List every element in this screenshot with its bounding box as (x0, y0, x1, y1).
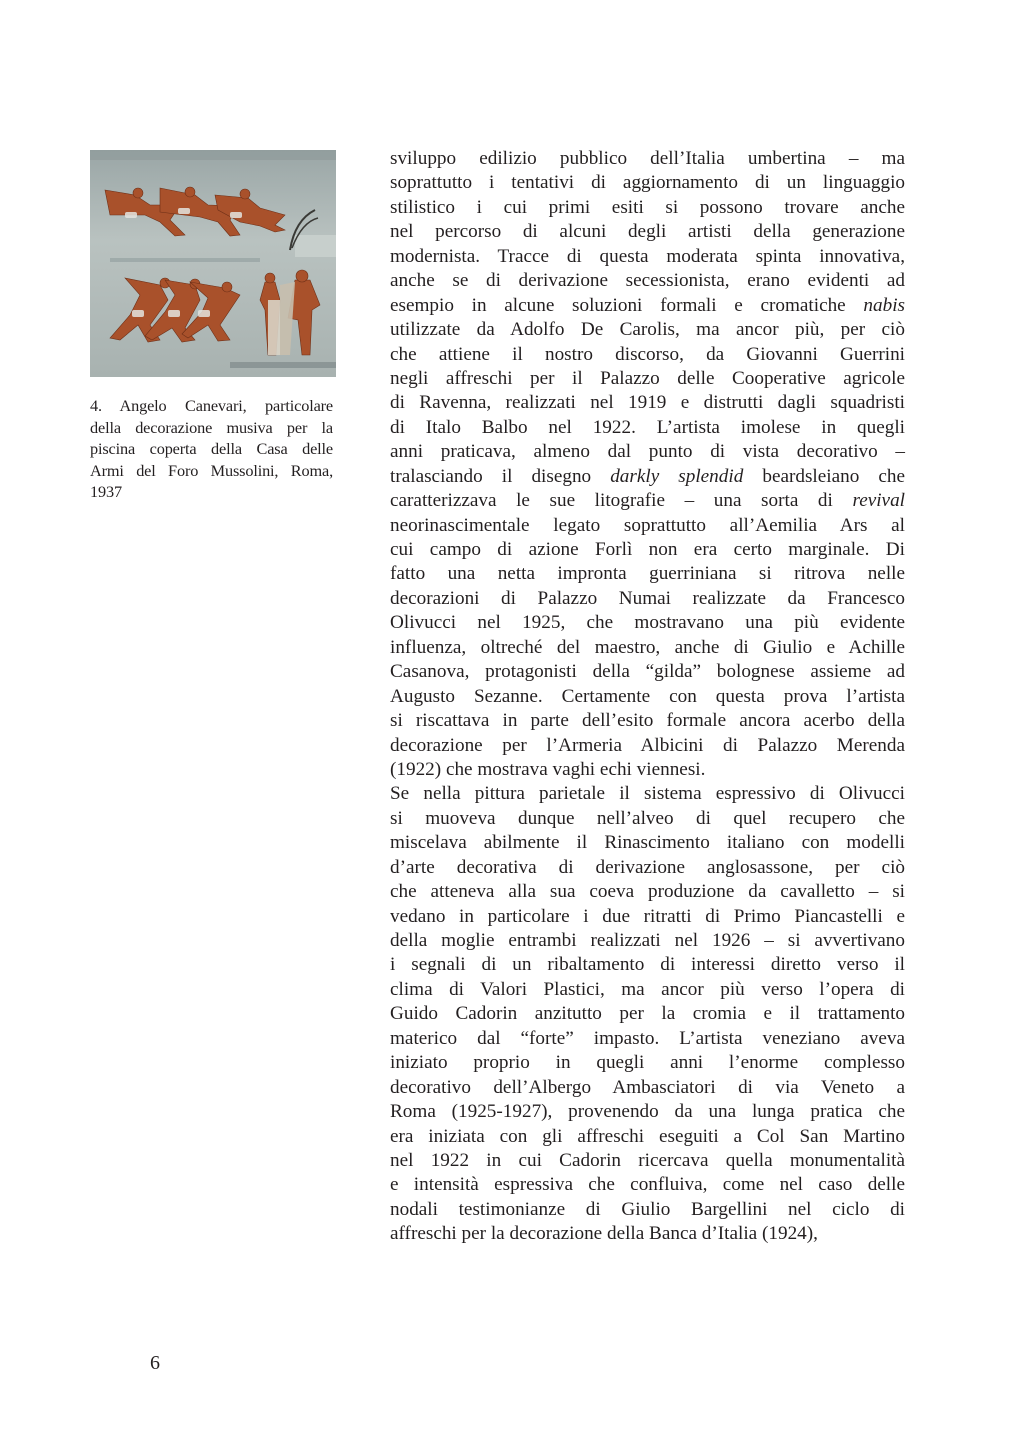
text-segment: modernista. Tracce di questa moderata spinta innovativa, (390, 245, 905, 267)
text-segment: della moglie entrambi realizzati nel 1926 – si avvertivano (390, 930, 905, 951)
text-segment: Guido Cadorin anzitutto per la cromia e il trattamento (390, 1003, 905, 1025)
caption-line: 1937 (90, 482, 122, 502)
text-segment: cui campo di azione Forlì non era certo marginale. Di (390, 539, 905, 560)
body-text-line (390, 1051, 905, 1075)
text-segment: materico dal “forte” impasto. L’artista veneziano aveva (390, 1027, 905, 1049)
body-text-line (390, 367, 905, 391)
italic-term: nabis (863, 294, 905, 316)
text-segment: Roma (1925-1927), provenendo da una lunga pratica che (390, 1101, 905, 1123)
text-segment: decorativo dell’Albergo Ambasciatori di via Veneto a (390, 1076, 905, 1098)
text-segment: di Italo Balbo nel 1922. L’artista imolese in quegli (390, 416, 905, 438)
text-segment: tralasciando il disegno (390, 465, 611, 487)
text-segment: che attiene il nostro discorso, da Giovanni Guerrini (390, 343, 905, 365)
text-segment: nel percorso di alcuni degli artisti della generazione (390, 221, 905, 243)
body-text-line (390, 880, 905, 904)
text-segment: soprattutto i tentativi di aggiornamento di un linguaggio (390, 172, 905, 194)
text-segment: clima di Valori Plastici, ma ancor più verso l’opera di (390, 978, 905, 1000)
caption-line: piscina coperta della Casa delle (90, 439, 333, 459)
text-segment: caratterizzava le sue litografie – una sorta di (390, 490, 853, 512)
text-segment: affreschi per la decorazione della Banca d’Italia (1924), (390, 1223, 818, 1245)
figure-caption (90, 395, 333, 503)
text-segment: fatto una netta impronta guerriniana si ritrova nelle (390, 563, 905, 585)
text-segment: decorazioni di Palazzo Numai realizzate da Francesco (390, 587, 905, 609)
body-text-line (390, 538, 905, 562)
body-text-line (390, 416, 905, 440)
text-segment: anche se di derivazione secessionista, erano evidenti ad (390, 270, 905, 292)
body-text-line (390, 147, 905, 171)
text-segment: Casanova, protagonisti della “gilda” bolognese assieme ad (390, 661, 905, 683)
caption-line: della decorazione musiva per la (90, 417, 333, 437)
text-segment: utilizzate da Adolfo De Carolis, ma ancor più, per ciò (390, 319, 905, 341)
text-segment: iniziato proprio in quegli anni l’enorme complesso (390, 1052, 905, 1074)
body-text-line (390, 489, 905, 513)
body-text-line (390, 978, 905, 1002)
text-segment: vedano in particolare i due ritratti di Primo Piancastelli e (390, 905, 905, 927)
body-text-line (390, 856, 905, 880)
body-text-line (390, 758, 905, 782)
body-text-line (390, 245, 905, 269)
italic-term: revival (852, 490, 905, 512)
text-segment: (1922) che mostrava vaghi echi viennesi. (390, 758, 706, 780)
body-text-line (390, 196, 905, 220)
body-text-line (390, 294, 905, 318)
text-segment: di Ravenna, realizzati nel 1919 e distrutti dagli squadristi (390, 392, 905, 414)
body-text-line (390, 929, 905, 953)
body-text-line (390, 1002, 905, 1026)
body-text-line (390, 562, 905, 586)
body-text-line (390, 514, 905, 538)
body-text-line (390, 611, 905, 635)
body-text-line (390, 465, 905, 489)
body-text-line (390, 220, 905, 244)
text-segment: che atteneva alla sua coeva produzione da cavalletto – si (390, 881, 905, 903)
body-text-line (390, 831, 905, 855)
body-text-line (390, 587, 905, 611)
body-text-line (390, 660, 905, 684)
body-text-line (390, 1100, 905, 1124)
body-text-line (390, 1149, 905, 1173)
text-segment: negli affreschi per il Palazzo delle Cooperative agricole (390, 367, 905, 389)
text-segment: beardsleiano che (743, 465, 905, 487)
body-text-line (390, 171, 905, 195)
body-text-line (390, 905, 905, 929)
text-segment: nel 1922 in cui Cadorin ricercava quella monumentalità (390, 1149, 905, 1171)
text-segment: anni praticava, almeno dal punto di vista decorativo – (390, 441, 905, 463)
body-text-line (390, 636, 905, 660)
body-text-line (390, 269, 905, 293)
body-text-line (390, 391, 905, 415)
text-segment: i segnali di un ribaltamento di interessi diretto verso il (390, 954, 905, 976)
body-text-line (390, 1027, 905, 1051)
text-segment: Augusto Sezanne. Certamente con questa prova l’artista (390, 685, 905, 707)
caption-line: 4. Angelo Canevari, particolare (90, 396, 333, 415)
page-number: 6 (150, 1352, 160, 1374)
text-segment: influenza, oltreché del maestro, anche di Giulio e Achille (390, 636, 905, 658)
body-text-column (390, 147, 905, 1247)
text-segment: Se nella pittura parietale il sistema espressivo di Olivucci (390, 783, 905, 805)
body-text-line (390, 1198, 905, 1222)
text-segment: d’arte decorativa di derivazione anglosassone, per ciò (390, 856, 905, 878)
body-text-line (390, 734, 905, 758)
italic-term: darkly splendid (610, 465, 744, 487)
mural-figure-image (90, 150, 336, 377)
body-text-line (390, 1125, 905, 1149)
text-segment: esempio in alcune soluzioni formali e cromatiche (390, 294, 864, 316)
body-text-line (390, 318, 905, 342)
text-segment: si riscattava in parte dell’esito formale ancora acerbo della (390, 710, 905, 732)
body-text-line (390, 709, 905, 733)
body-text-line (390, 807, 905, 831)
text-segment: decorazione per l’Armeria Albicini di Palazzo Merenda (390, 734, 905, 756)
body-text-line (390, 685, 905, 709)
text-segment: neorinascimentale legato soprattutto all’Aemilia Ars al (390, 514, 905, 536)
text-segment: nodali testimonianze di Giulio Bargellini nel ciclo di (390, 1198, 905, 1220)
text-segment: sviluppo edilizio pubblico dell’Italia umbertina – ma (390, 148, 905, 169)
text-segment: si muoveva dunque nell’alveo di quel recupero che (390, 807, 905, 829)
body-text-line (390, 343, 905, 367)
body-text-line (390, 1222, 905, 1246)
text-segment: miscelava abilmente il Rinascimento italiano con modelli (390, 832, 905, 854)
body-text-line (390, 1173, 905, 1197)
text-segment: Olivucci nel 1925, che mostravano una più evidente (390, 612, 905, 634)
text-segment: e intensità espressiva che confluiva, come nel caso delle (390, 1174, 905, 1196)
text-segment: stilistico i cui primi esiti si possono trovare anche (390, 196, 905, 218)
body-text-line (390, 440, 905, 464)
caption-line: Armi del Foro Mussolini, Roma, (90, 460, 333, 480)
body-text-line (390, 782, 905, 806)
body-text-line (390, 953, 905, 977)
mural-illustration (90, 150, 336, 377)
body-text-line (390, 1076, 905, 1100)
text-segment: era iniziata con gli affreschi eseguiti a Col San Martino (390, 1125, 905, 1147)
